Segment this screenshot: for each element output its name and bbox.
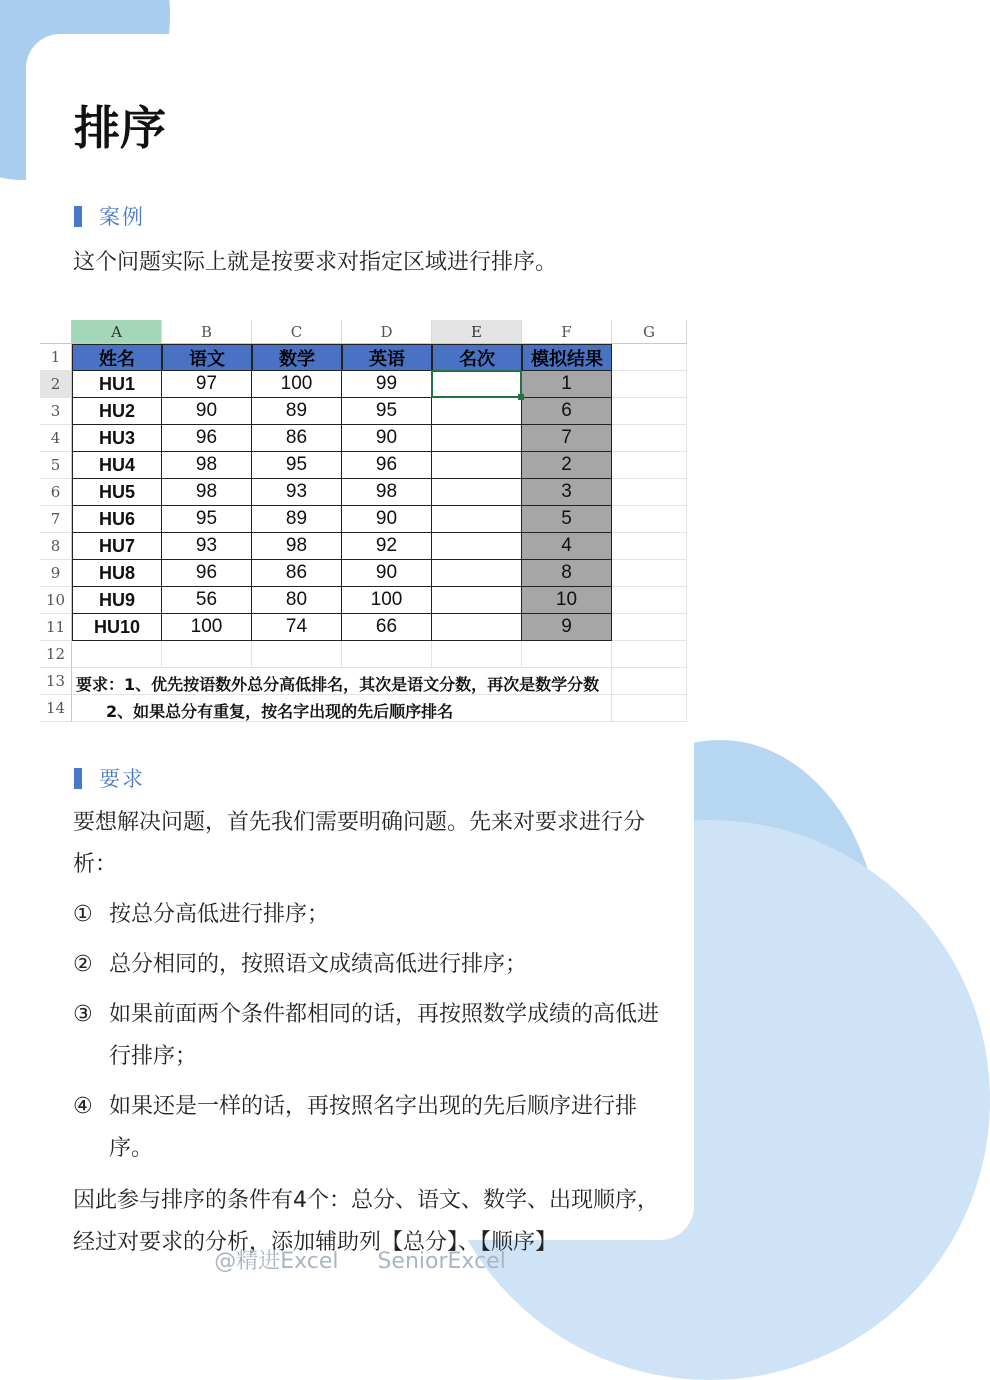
name-cell[interactable]: HU7 <box>72 533 162 560</box>
sim-result-cell[interactable]: 8 <box>522 560 612 587</box>
active-cell-selection[interactable] <box>431 370 522 398</box>
data-cell[interactable]: 95 <box>162 506 252 533</box>
column-header-d[interactable]: D <box>342 320 432 344</box>
row-header-1[interactable]: 1 <box>40 344 72 371</box>
select-all-corner[interactable] <box>40 320 72 344</box>
grid-cell[interactable] <box>522 641 612 668</box>
table-header-cell[interactable]: 名次 <box>432 344 522 371</box>
grid-cell[interactable] <box>612 614 687 641</box>
data-cell[interactable] <box>432 425 522 452</box>
data-cell[interactable] <box>432 533 522 560</box>
row-header-13[interactable]: 13 <box>40 668 72 695</box>
name-cell[interactable]: HU2 <box>72 398 162 425</box>
data-cell[interactable] <box>432 587 522 614</box>
grid-cell[interactable] <box>612 587 687 614</box>
watermark-en: SeniorExcel <box>377 1249 506 1274</box>
data-cell[interactable]: 95 <box>252 452 342 479</box>
data-cell[interactable]: 99 <box>342 371 432 398</box>
sim-result-cell[interactable]: 5 <box>522 506 612 533</box>
section-case-label: 案例 <box>99 205 145 229</box>
grid-cell[interactable] <box>342 641 432 668</box>
spreadsheet[interactable] <box>40 320 678 722</box>
grid-cell[interactable] <box>612 479 687 506</box>
grid-cell[interactable] <box>72 641 162 668</box>
name-cell[interactable]: HU10 <box>72 614 162 641</box>
grid-cell[interactable] <box>612 641 687 668</box>
list-item: ② 总分相同的，按照语文成绩高低进行排序； <box>73 952 528 977</box>
name-cell[interactable]: HU3 <box>72 425 162 452</box>
conclusion-text: 因此参与排序的条件有4个：总分、语文、数学、出现顺序，经过对要求的分析，添加辅助列【总分】、【顺序】 <box>73 1188 659 1255</box>
data-cell[interactable] <box>432 506 522 533</box>
data-cell[interactable]: 66 <box>342 614 432 641</box>
table-header-cell[interactable]: 姓名 <box>72 344 162 371</box>
column-header-a[interactable]: A <box>72 320 162 344</box>
row-header-3[interactable]: 3 <box>40 398 72 425</box>
data-cell[interactable] <box>432 614 522 641</box>
data-cell[interactable]: 97 <box>162 371 252 398</box>
column-header-f[interactable]: F <box>522 320 612 344</box>
requirement-note-2: 2、如果总分有重复，按名字出现的先后顺序排名 <box>106 702 454 721</box>
column-header-b[interactable]: B <box>162 320 252 344</box>
name-cell[interactable]: HU9 <box>72 587 162 614</box>
data-cell[interactable]: 90 <box>342 425 432 452</box>
grid-cell[interactable] <box>432 641 522 668</box>
row-header-9[interactable]: 9 <box>40 560 72 587</box>
data-cell[interactable]: 92 <box>342 533 432 560</box>
sim-result-cell[interactable]: 2 <box>522 452 612 479</box>
grid-cell[interactable] <box>612 695 687 722</box>
row-header-5[interactable]: 5 <box>40 452 72 479</box>
section-requirement-label: 要求 <box>99 767 145 791</box>
data-cell[interactable]: 86 <box>252 425 342 452</box>
data-cell[interactable]: 100 <box>342 587 432 614</box>
column-header-e[interactable]: E <box>432 320 522 344</box>
section-marker <box>74 206 82 227</box>
sim-result-cell[interactable]: 9 <box>522 614 612 641</box>
requirement-list <box>73 894 673 1178</box>
sim-result-cell[interactable]: 4 <box>522 533 612 560</box>
sim-result-cell[interactable]: 10 <box>522 587 612 614</box>
grid-cell[interactable] <box>612 425 687 452</box>
data-cell[interactable]: 100 <box>252 371 342 398</box>
grid-cell[interactable] <box>252 641 342 668</box>
data-cell[interactable]: 98 <box>162 452 252 479</box>
watermark-cn: @精进Excel <box>214 1249 339 1274</box>
grid-cell[interactable] <box>612 506 687 533</box>
requirement-note-1: 要求：1、优先按语数外总分高低排名，其次是语文分数，再次是数学分数 <box>76 675 600 694</box>
data-cell[interactable]: 90 <box>162 398 252 425</box>
data-cell[interactable]: 86 <box>252 560 342 587</box>
grid-cell[interactable] <box>612 398 687 425</box>
list-item: ④ 如果还是一样的话，再按照名字出现的先后顺序进行排序。 <box>73 1094 638 1161</box>
row-header-12[interactable]: 12 <box>40 641 72 668</box>
row-header-7[interactable]: 7 <box>40 506 72 533</box>
row-header-4[interactable]: 4 <box>40 425 72 452</box>
grid-cell[interactable] <box>612 560 687 587</box>
row-header-14[interactable]: 14 <box>40 695 72 722</box>
name-cell[interactable]: HU4 <box>72 452 162 479</box>
grid-cell[interactable] <box>612 533 687 560</box>
section-case-heading <box>74 202 145 230</box>
table-header-cell[interactable]: 语文 <box>162 344 252 371</box>
section-requirement-heading <box>74 764 145 792</box>
data-cell[interactable] <box>432 452 522 479</box>
data-cell[interactable]: 100 <box>162 614 252 641</box>
data-cell[interactable]: 96 <box>342 452 432 479</box>
column-header-c[interactable]: C <box>252 320 342 344</box>
list-item: ① 按总分高低进行排序； <box>73 902 330 927</box>
fill-handle[interactable] <box>518 394 524 400</box>
table-header-cell[interactable]: 英语 <box>342 344 432 371</box>
data-cell[interactable] <box>432 398 522 425</box>
section-marker <box>74 768 82 789</box>
data-cell[interactable]: 89 <box>252 506 342 533</box>
data-cell[interactable]: 93 <box>252 479 342 506</box>
table-header-cell[interactable]: 数学 <box>252 344 342 371</box>
data-cell[interactable]: 74 <box>252 614 342 641</box>
data-cell[interactable]: 80 <box>252 587 342 614</box>
watermark <box>0 1244 720 1275</box>
data-cell[interactable]: 89 <box>252 398 342 425</box>
row-header-6[interactable]: 6 <box>40 479 72 506</box>
row-header-2[interactable]: 2 <box>40 371 72 398</box>
sim-result-cell[interactable]: 6 <box>522 398 612 425</box>
name-cell[interactable]: HU5 <box>72 479 162 506</box>
data-cell[interactable] <box>432 560 522 587</box>
data-cell[interactable]: 95 <box>342 398 432 425</box>
data-cell[interactable]: 96 <box>162 560 252 587</box>
row-header-8[interactable]: 8 <box>40 533 72 560</box>
sim-result-cell[interactable]: 3 <box>522 479 612 506</box>
grid-cell[interactable] <box>612 452 687 479</box>
requirement-intro: 要想解决问题，首先我们需要明确问题。先来对要求进行分析： <box>73 810 646 877</box>
list-item: ③ 如果前面两个条件都相同的话，再按照数学成绩的高低进行排序； <box>73 1002 660 1069</box>
data-cell[interactable]: 90 <box>342 506 432 533</box>
row-header-10[interactable]: 10 <box>40 587 72 614</box>
case-description: 这个问题实际上就是按要求对指定区域进行排序。 <box>73 250 558 275</box>
name-cell[interactable]: HU6 <box>72 506 162 533</box>
data-cell[interactable]: 98 <box>252 533 342 560</box>
sim-result-cell[interactable]: 1 <box>522 371 612 398</box>
data-cell[interactable] <box>432 479 522 506</box>
data-cell[interactable]: 96 <box>162 425 252 452</box>
grid-cell[interactable] <box>612 668 687 695</box>
grid-cell[interactable] <box>612 344 687 371</box>
grid-cell[interactable] <box>162 641 252 668</box>
data-cell[interactable]: 98 <box>342 479 432 506</box>
name-cell[interactable]: HU8 <box>72 560 162 587</box>
data-cell[interactable]: 93 <box>162 533 252 560</box>
grid-cell[interactable] <box>612 371 687 398</box>
name-cell[interactable]: HU1 <box>72 371 162 398</box>
page-title: 排序 <box>74 101 166 155</box>
data-cell[interactable]: 90 <box>342 560 432 587</box>
table-header-cell[interactable]: 模拟结果 <box>522 344 612 371</box>
row-header-11[interactable]: 11 <box>40 614 72 641</box>
data-cell[interactable]: 98 <box>162 479 252 506</box>
data-cell[interactable]: 56 <box>162 587 252 614</box>
column-header-g[interactable]: G <box>612 320 687 344</box>
sim-result-cell[interactable]: 7 <box>522 425 612 452</box>
